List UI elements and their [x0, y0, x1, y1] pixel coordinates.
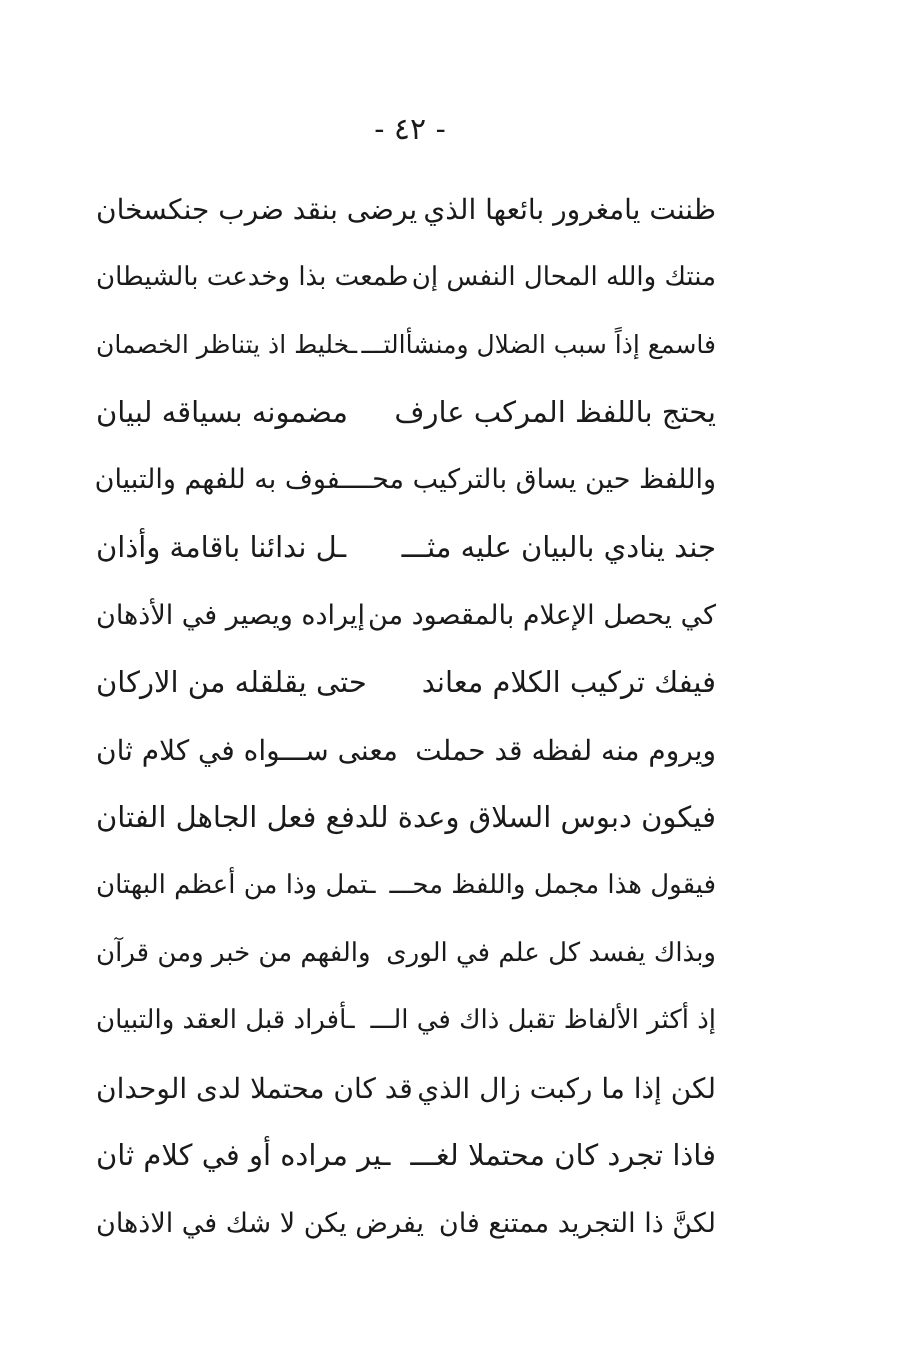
verse-second-hemistich: ـير مراده أو في كلام ثان	[96, 1138, 391, 1173]
verse-line	[96, 1055, 716, 1123]
verse-first-hemistich: فيكون دبوس السلاق وعدة	[397, 800, 716, 835]
verse-line	[96, 446, 716, 514]
verse-first-hemistich: لكن إذا ما ركبت زال الذي	[417, 1071, 716, 1105]
verse-line	[96, 920, 716, 988]
verse-line	[96, 987, 716, 1055]
verse-line	[96, 379, 716, 447]
verse-line	[96, 784, 716, 852]
verse-line	[96, 311, 716, 379]
verse-first-hemistich: إذ أكثر الألفاظ تقبل ذاك في الـــ	[370, 1005, 716, 1036]
page-number: - ٤٢ -	[374, 112, 446, 147]
verse-first-hemistich: يحتج باللفظ المركب عارف	[394, 394, 716, 429]
verse-first-hemistich: فاسمع إذاً سبب الضلال ومنشأالتـــ	[361, 330, 716, 360]
verse-second-hemistich: ـفوف به للفهم والتبيان	[94, 464, 349, 496]
verse-first-hemistich: منتك والله المحال النفس إن	[411, 261, 716, 292]
verse-first-hemistich: ظننت يامغرور بائعها الذي	[423, 193, 716, 226]
verse-second-hemistich: للدفع فعل الجاهل الفتان	[96, 800, 389, 835]
verse-second-hemistich: يرضى بنقد ضرب جنكسخان	[96, 193, 418, 226]
verse-first-hemistich: فاذا تجرد كان محتملا لغـــ	[410, 1138, 716, 1173]
verse-line	[96, 176, 716, 244]
verse-line	[96, 582, 716, 650]
verse-line	[96, 852, 716, 920]
verse-second-hemistich: حتى يقلقله من الاركان	[96, 665, 367, 700]
verse-first-hemistich: ويروم منه لفظه قد حملت	[415, 733, 716, 767]
verse-second-hemistich: والفهم من خبر ومن قرآن	[96, 937, 371, 968]
verse-first-hemistich: جند ينادي بالبيان عليه مثـــ	[401, 529, 716, 564]
verse-second-hemistich: ـتمل وذا من أعظم البهتان	[96, 869, 376, 900]
verse-line	[96, 1122, 716, 1190]
verse-first-hemistich: فيفك تركيب الكلام معاند	[421, 665, 716, 700]
verse-second-hemistich: ـل ندائنا باقامة وأذان	[96, 529, 347, 564]
verse-second-hemistich: مضمونه بسياقه لبيان	[96, 394, 348, 429]
verse-first-hemistich: لكنَّ ذا التجريد ممتنع فان	[438, 1207, 716, 1239]
poem	[96, 176, 716, 1258]
verse-first-hemistich: فيقول هذا مجمل واللفظ محـــ	[389, 869, 716, 900]
verse-line	[96, 244, 716, 312]
verse-line	[96, 717, 716, 785]
verse-second-hemistich: ـأفراد قبل العقد والتبيان	[96, 1005, 355, 1036]
verse-line	[96, 1190, 716, 1258]
verse-second-hemistich: إيراده ويصير في الأذهان	[96, 599, 365, 631]
verse-second-hemistich: قد كان محتملا لدى الوحدان	[96, 1071, 413, 1105]
verse-line	[96, 514, 716, 582]
verse-line	[96, 649, 716, 717]
verse-second-hemistich: طمعت بذا وخدعت بالشيطان	[96, 261, 409, 292]
verse-first-hemistich: وبذاك يفسد كل علم في الورى	[386, 937, 716, 968]
verse-second-hemistich: يفرض يكن لا شك في الاذهان	[96, 1207, 425, 1239]
verse-second-hemistich: ـخليط اذ يتناظر الخصمان	[96, 330, 358, 360]
verse-first-hemistich: واللفظ حين يساق بالتركيب محـــ	[348, 464, 716, 496]
verse-first-hemistich: كي يحصل الإعلام بالمقصود من	[368, 599, 716, 631]
verse-second-hemistich: معنى ســـواه في كلام ثان	[96, 733, 398, 767]
